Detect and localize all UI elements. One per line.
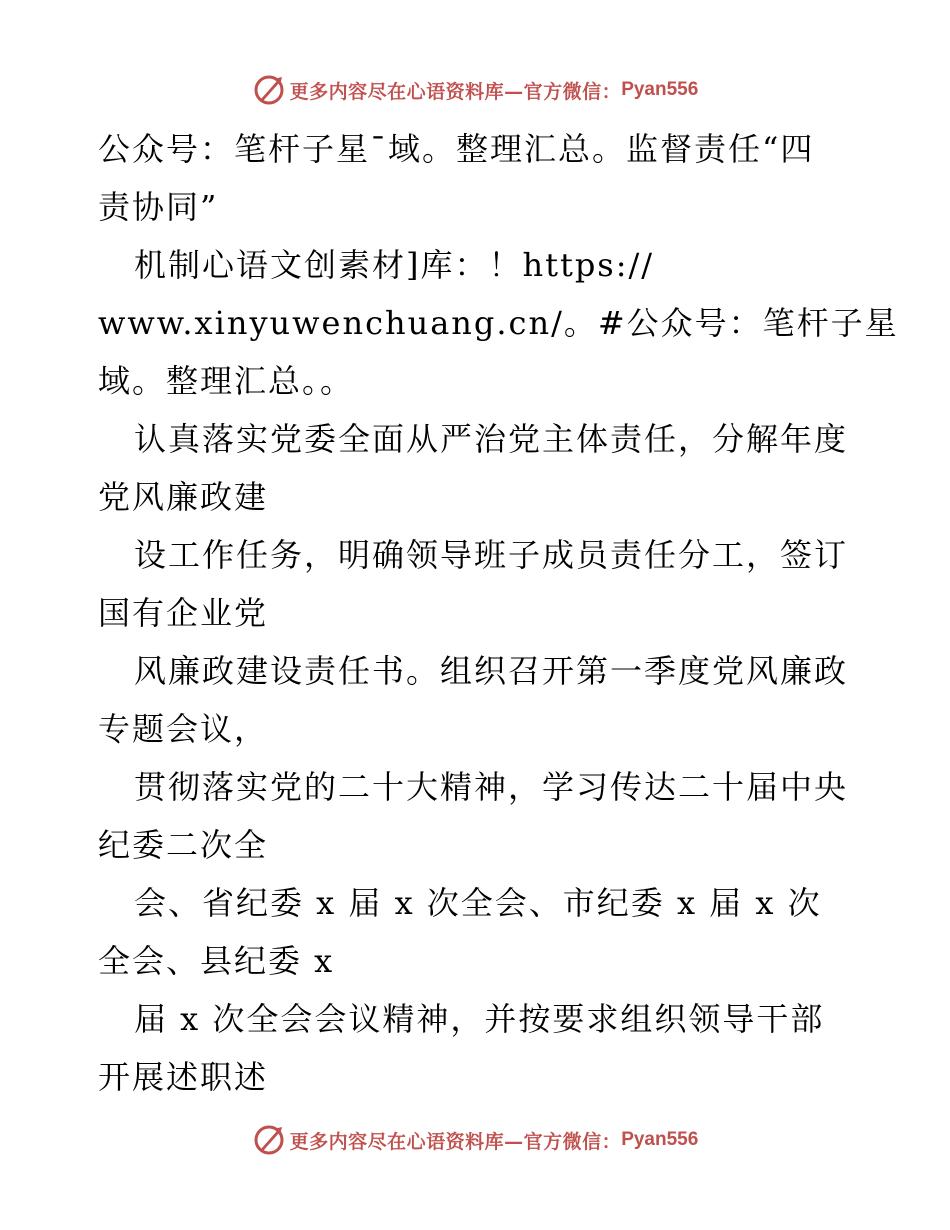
banner-text: 更多内容尽在心语资料库—官方微信：	[289, 1130, 622, 1153]
text-line: 贯彻落实党的二十大精神，学习传达二十届中央	[134, 768, 849, 806]
text-line: 会、省纪委 x 届 x 次全会、市纪委 x 届 x 次	[134, 884, 822, 922]
header-banner	[0, 70, 950, 110]
quill-circle-icon	[252, 73, 286, 107]
text-line: 公众号：笔杆子星¯域。整理汇总。监督责任“四	[98, 130, 815, 168]
text-line: 党风廉政建	[98, 478, 269, 516]
text-line: 机制心语文创素材]库：！https://	[134, 246, 655, 284]
text-line: www.xinyuwenchuang.cn/。#公众号：笔杆子星	[98, 304, 899, 342]
quill-circle-icon	[252, 1123, 286, 1157]
banner-wechat-id: Pyan556	[621, 79, 699, 100]
text-line: 设工作任务，明确领导班子成员责任分工，签订	[134, 536, 849, 574]
text-line: 开展述职述	[98, 1058, 269, 1096]
text-line: 域。整理汇总。。	[98, 362, 355, 400]
text-line: 责协同”	[98, 188, 219, 226]
text-line: 届 x 次全会会议精神，并按要求组织领导干部	[134, 1000, 825, 1038]
text-line: 认真落实党委全面从严治党主体责任，分解年度	[134, 420, 849, 458]
document-body	[98, 120, 899, 1106]
text-line: 纪委二次全	[98, 826, 269, 864]
text-line: 全会、县纪委 x	[98, 942, 335, 980]
text-line: 国有企业党	[98, 594, 269, 632]
banner-wechat-id: Pyan556	[621, 1129, 699, 1150]
footer-banner	[0, 1120, 950, 1160]
text-line: 专题会议，	[98, 710, 269, 748]
banner-text: 更多内容尽在心语资料库—官方微信：	[289, 80, 622, 103]
text-line: 风廉政建设责任书。组织召开第一季度党风廉政	[134, 652, 849, 690]
